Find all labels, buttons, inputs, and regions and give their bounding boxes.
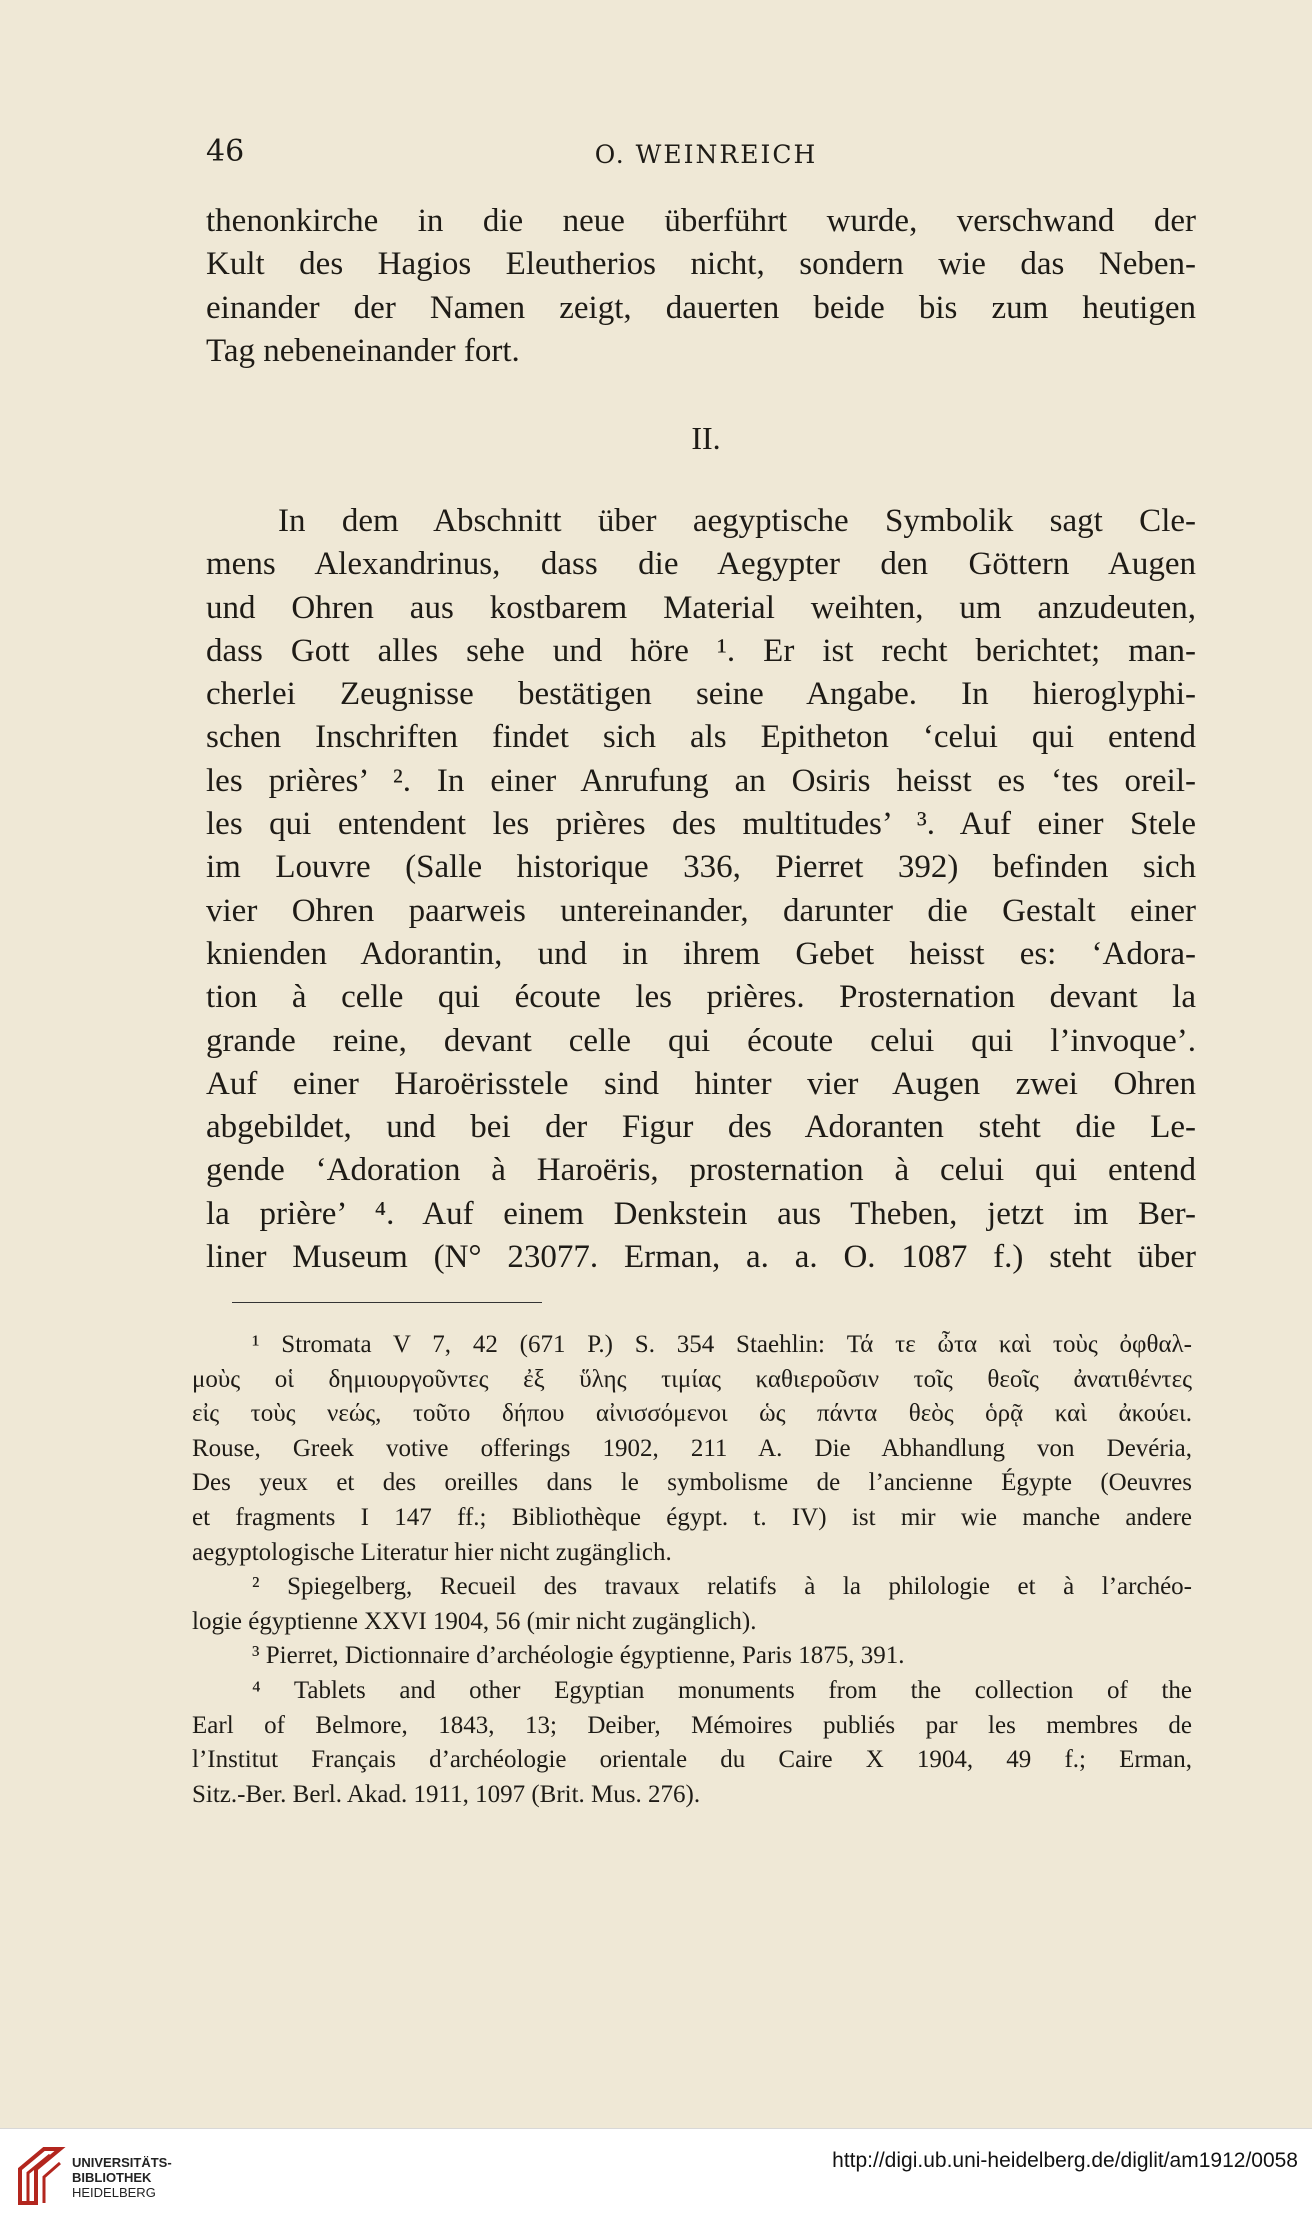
text-line: tion à celle qui écoute les prières. Prosternation devant la: [206, 979, 1196, 1016]
footnote-line: aegyptologische Literatur hier nicht zugänglich.: [192, 1538, 672, 1566]
text-line: Auf einer Haroërisstele sind hinter vier Augen zwei Ohren: [206, 1065, 1196, 1102]
text-line: knienden Adorantin, und in ihrem Gebet heisst es: ‘Adora-: [206, 935, 1196, 972]
footnote-line: ⁴ Tablets and other Egyptian monuments from the collection of the: [252, 1676, 1192, 1704]
text-line: dass Gott alles sehe und höre ¹. Er ist recht berichtet; man-: [206, 632, 1196, 669]
footnote-divider: [232, 1302, 542, 1303]
text-line: liner Museum (N° 23077. Erman, a. a. O. 1087 f.) steht über: [206, 1239, 1196, 1276]
footnote-line: μοὺς οἱ δημιουργοῦντες ἐξ ὕλης τιμίας καθιεροῦσιν τοῖς θεοῖς ἀνατιθέντες: [192, 1365, 1192, 1393]
text-line: und Ohren aus kostbarem Material weihten, um anzudeuten,: [206, 589, 1196, 626]
footnote-line: Sitz.-Ber. Berl. Akad. 1911, 1097 (Brit. Mus. 276).: [192, 1780, 701, 1808]
text-line: In dem Abschnitt über aegyptische Symbolik sagt Cle-: [278, 503, 1196, 539]
text-line: schen Inschriften findet sich als Epitheton ‘celui qui entend: [206, 719, 1196, 756]
text-line: thenonkirche in die neue überführt wurde, verschwand der: [206, 203, 1196, 239]
text-line: les qui entendent les prières des multitudes’ ³. Auf einer Stele: [206, 806, 1196, 843]
text-line: im Louvre (Salle historique 336, Pierret 392) befinden sich: [206, 849, 1196, 886]
viewer-footer: [0, 2128, 1312, 2227]
footnote-line: logie égyptienne XXVI 1904, 56 (mir nicht zugänglich).: [192, 1607, 757, 1635]
page-header: [206, 134, 1206, 174]
running-head: O. WEINREICH: [594, 140, 818, 169]
logo-line: UNIVERSITÄTS-: [72, 2155, 172, 2170]
footnote-line: Des yeux et des oreilles dans le symbolisme de l’ancienne Égypte (Oeuvres: [192, 1469, 1192, 1497]
footnote-line: ³ Pierret, Dictionnaire d’archéologie égyptienne, Paris 1875, 391.: [252, 1642, 905, 1670]
main-paragraph: [206, 500, 1196, 1279]
footnote-line: εἰς τοὺς νεώς, τοῦτο δήπου αἰνισσόμενοι ὡς πάντα θεὸς ὁρᾷ καὶ ἀκούει.: [192, 1400, 1192, 1428]
page-number: 46: [206, 134, 245, 169]
footnotes: [192, 1328, 1192, 1812]
text-line: Kult des Hagios Eleutherios nicht, sondern wie das Neben-: [206, 246, 1196, 283]
footnote-line: l’Institut Français d’archéologie orientale du Caire X 1904, 49 f.; Erman,: [192, 1746, 1192, 1774]
footnote-line: Earl of Belmore, 1843, 13; Deiber, Mémoires publiés par les membres de: [192, 1711, 1192, 1739]
text-line: la prière’ ⁴. Auf einem Denkstein aus Theben, jetzt im Ber-: [206, 1195, 1196, 1232]
text-line: gende ‘Adoration à Haroëris, prosternation à celui qui entend: [206, 1152, 1196, 1189]
text-line: Tag nebeneinander fort.: [206, 332, 520, 369]
section-heading: II.: [691, 420, 721, 456]
library-logo-icon[interactable]: [14, 2143, 66, 2207]
text-line: abgebildet, und bei der Figur des Adoranten steht die Le-: [206, 1109, 1196, 1146]
footnote-line: et fragments I 147 ff.; Bibliothèque égypt. t. IV) ist mir wie manche andere: [192, 1503, 1192, 1531]
footnote-line: ² Spiegelberg, Recueil des travaux relatifs à la philologie et à l’archéo-: [252, 1573, 1192, 1601]
logo-line: HEIDELBERG: [72, 2185, 156, 2200]
intro-text: [206, 200, 1196, 373]
footnote-line: ¹ Stromata V 7, 42 (671 P.) S. 354 Staehlin: Τά τε ὦτα καὶ τοὺς ὀφθαλ-: [252, 1331, 1192, 1358]
permalink[interactable]: http://digi.ub.uni-heidelberg.de/diglit/am1912/0058: [832, 2149, 1298, 2172]
text-line: einander der Namen zeigt, dauerten beide bis zum heutigen: [206, 289, 1196, 326]
text-line: mens Alexandrinus, dass die Aegypter den Göttern Augen: [206, 546, 1196, 583]
footnote-line: Rouse, Greek votive offerings 1902, 211 A. Die Abhandlung von Devéria,: [192, 1434, 1192, 1462]
text-line: vier Ohren paarweis untereinander, darunter die Gestalt einer: [206, 892, 1196, 929]
text-line: les prières’ ². In einer Anrufung an Osiris heisst es ‘tes oreil-: [206, 762, 1196, 799]
text-line: cherlei Zeugnisse bestätigen seine Angabe. In hieroglyphi-: [206, 676, 1196, 713]
library-logo-text: [72, 2155, 172, 2200]
text-line: grande reine, devant celle qui écoute celui qui l’invoque’.: [206, 1022, 1196, 1059]
logo-line: BIBLIOTHEK: [72, 2170, 152, 2185]
